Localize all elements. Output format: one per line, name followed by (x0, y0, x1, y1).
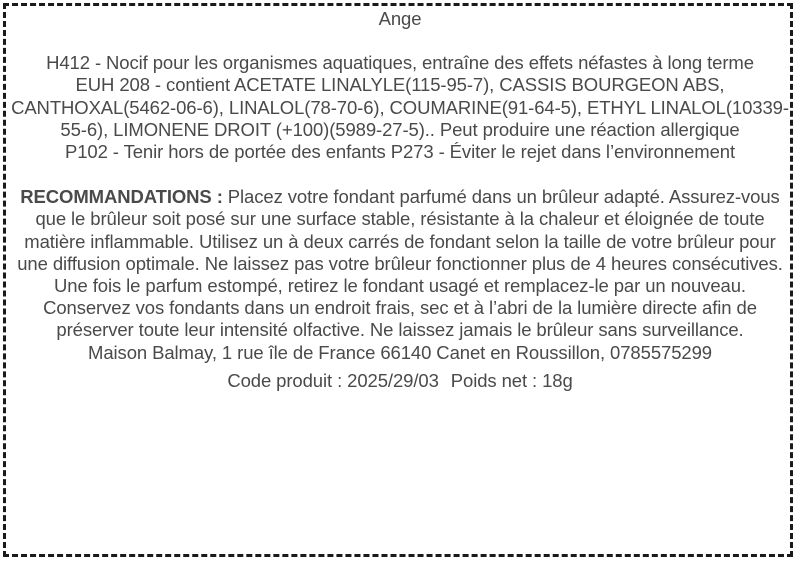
hazard-statements (10, 52, 790, 163)
recommendations-text: Placez votre fondant parfumé dans un brûleur adapté. Assurez-vous que le brûleur soit posé sur une surface stable, résistante à la chaleur et éloignée de toute matière inflammable. Utilisez un à deux carrés de fondant selon la taille de votre brûleur pour une diffusion optimale. Ne laissez pas votre brûleur fonctionner plus de 4 heures consécutives. Une fois le parfum estompé, retirez le fondant usagé et remplacez-le par un nouveau. Conservez vos fondants dans un endroit frais, sec et à l’abri de la lumière directe afin de préserver toute leur intensité olfactive. Ne laissez jamais le brûleur sans surveillance. (17, 186, 783, 341)
recommendations (10, 186, 790, 341)
company-address: Maison Balmay, 1 rue île de France 66140 Canet en Roussillon, 0785575299 (88, 341, 712, 363)
product-title: Ange (378, 8, 422, 29)
hazard-euh208: EUH 208 - contient ACETATE LINALYLE(115-95-7), CASSIS BOURGEON ABS, CANTHOXAL(5462-06-6), LINALOL(78-70-6), COUMARINE(91-64-5), ETHYL LINALOL(10339-55-6), LIMONENE DROIT (+100)(5989-27-5).. Peut produire une réaction allergique (11, 74, 789, 140)
product-code: Code produit : 2025/29/03 (227, 369, 439, 391)
hazard-precautions: P102 - Tenir hors de portée des enfants P273 - Éviter le rejet dans l’environnement (64, 141, 736, 163)
recommendations-label: RECOMMANDATIONS : (20, 186, 223, 208)
product-info (10, 370, 790, 392)
hazard-h412: H412 - Nocif pour les organismes aquatiques, entraîne des effets néfastes à long terme (46, 52, 754, 74)
net-weight: Poids net : 18g (450, 369, 573, 391)
product-label (10, 8, 790, 392)
